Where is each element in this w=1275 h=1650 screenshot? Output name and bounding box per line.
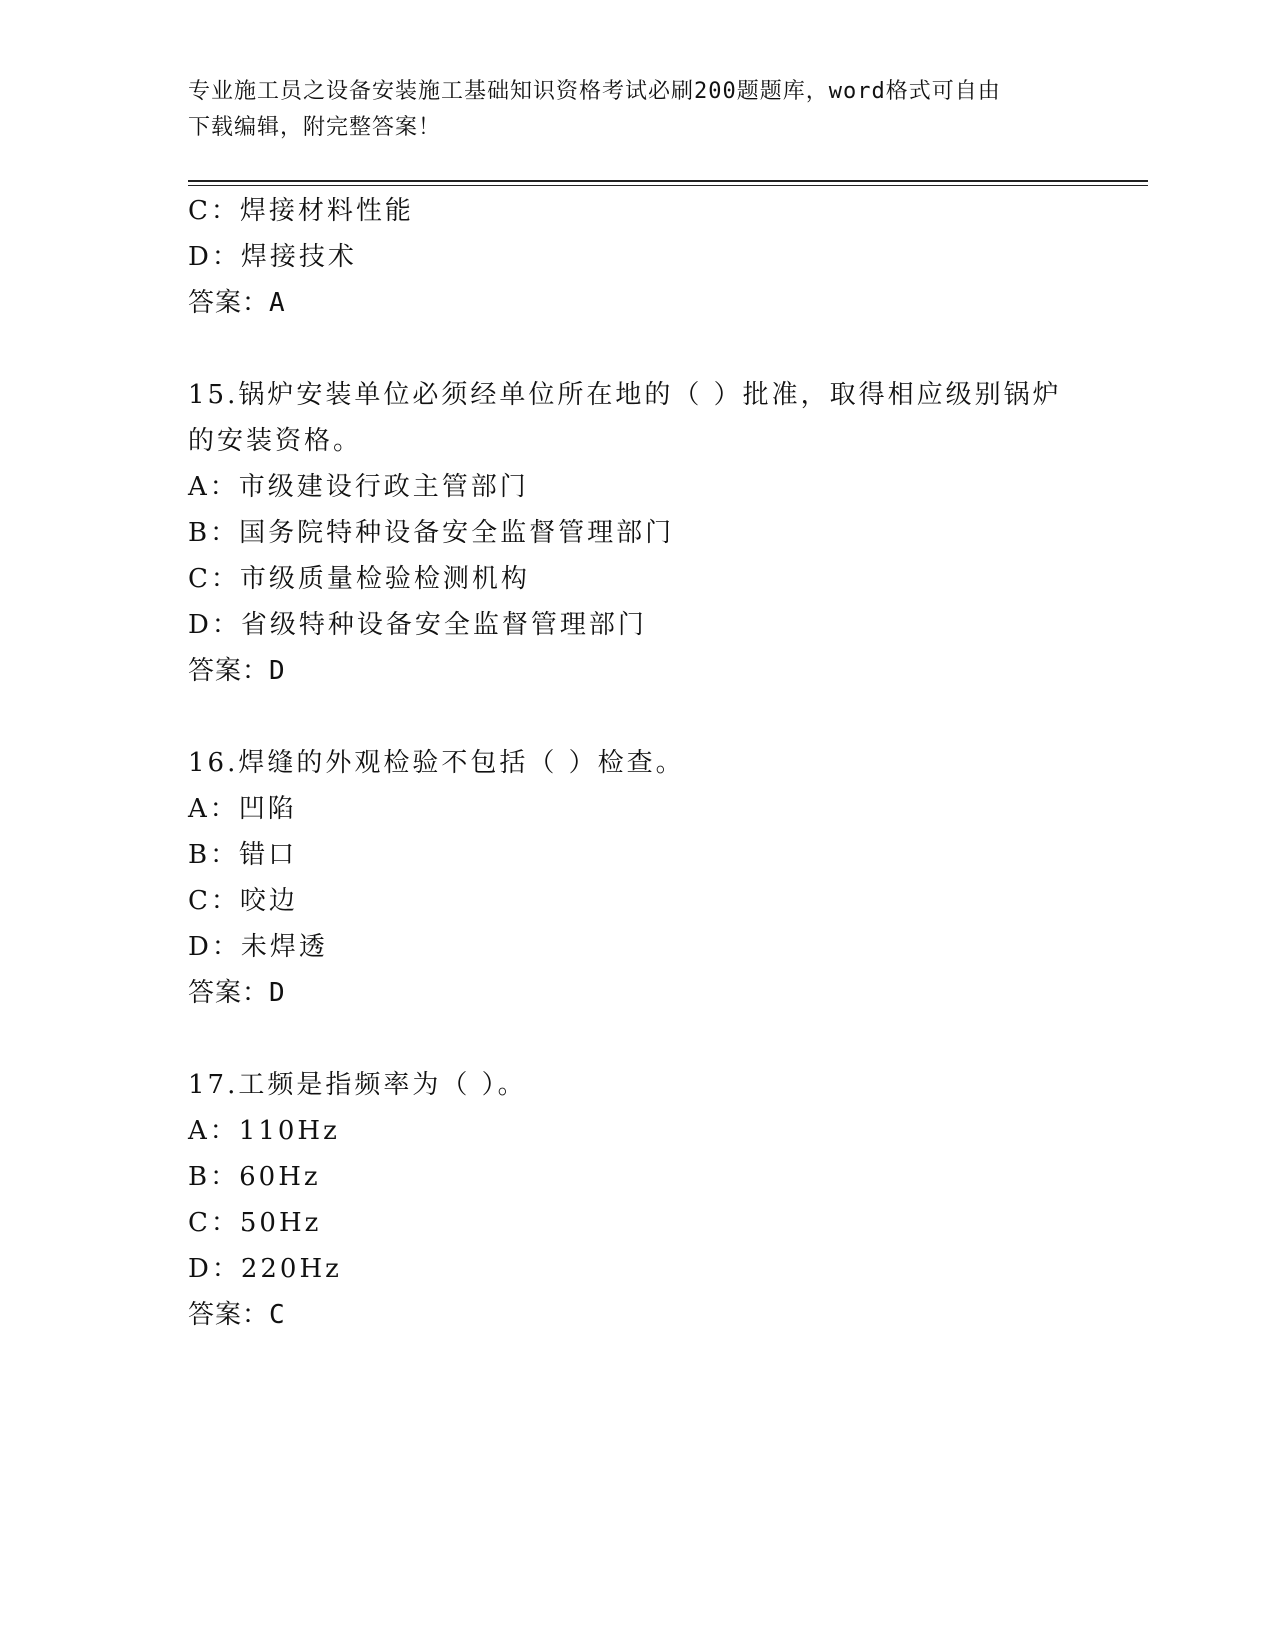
header-line-1: 专业施工员之设备安装施工基础知识资格考试必刷200题题库，word格式可自由 bbox=[188, 79, 1001, 104]
question-block-16 bbox=[188, 740, 1148, 1016]
document-page bbox=[188, 0, 1148, 1650]
option-a: A：市级建设行政主管部门 bbox=[188, 472, 529, 502]
question-block-17 bbox=[188, 1062, 1148, 1338]
question-stem: 17.工频是指频率为（ ）。 bbox=[188, 1070, 527, 1100]
option-d: D：未焊透 bbox=[188, 932, 328, 962]
answer-line: 答案：C bbox=[188, 1300, 286, 1330]
option-a: A：110Hz bbox=[188, 1116, 340, 1146]
option-b: B：国务院特种设备安全监督管理部门 bbox=[188, 518, 675, 548]
spacer bbox=[188, 694, 1148, 740]
question-stem: 16.焊缝的外观检验不包括（ ）检查。 bbox=[188, 748, 685, 778]
option-c: C：焊接材料性能 bbox=[188, 196, 414, 226]
answer-line: 答案：D bbox=[188, 656, 286, 686]
option-c: C：市级质量检验检测机构 bbox=[188, 564, 530, 594]
header-divider-thin bbox=[188, 185, 1148, 186]
header-divider-thick bbox=[188, 180, 1148, 182]
option-b: B：60Hz bbox=[188, 1162, 321, 1192]
question-list bbox=[188, 188, 1148, 1338]
spacer bbox=[188, 1016, 1148, 1062]
header-line-2: 下载编辑，附完整答案！ bbox=[188, 115, 442, 140]
option-b: B：错口 bbox=[188, 840, 298, 870]
option-a: A：凹陷 bbox=[188, 794, 297, 824]
question-stem: 15.锅炉安装单位必须经单位所在地的（ ）批准，取得相应级别锅炉 bbox=[188, 380, 1062, 410]
answer-line: 答案：D bbox=[188, 978, 286, 1008]
spacer bbox=[188, 326, 1148, 372]
question-block-15 bbox=[188, 372, 1148, 694]
option-d: D：省级特种设备安全监督管理部门 bbox=[188, 610, 647, 640]
option-c: C：50Hz bbox=[188, 1208, 322, 1238]
question-stem-continued: 的安装资格。 bbox=[188, 426, 363, 456]
document-header bbox=[188, 74, 1068, 146]
option-c: C：咬边 bbox=[188, 886, 298, 916]
option-d: D：焊接技术 bbox=[188, 242, 357, 272]
answer-line: 答案：A bbox=[188, 288, 286, 318]
option-d: D：220Hz bbox=[188, 1254, 342, 1284]
question-block-14 bbox=[188, 188, 1148, 326]
